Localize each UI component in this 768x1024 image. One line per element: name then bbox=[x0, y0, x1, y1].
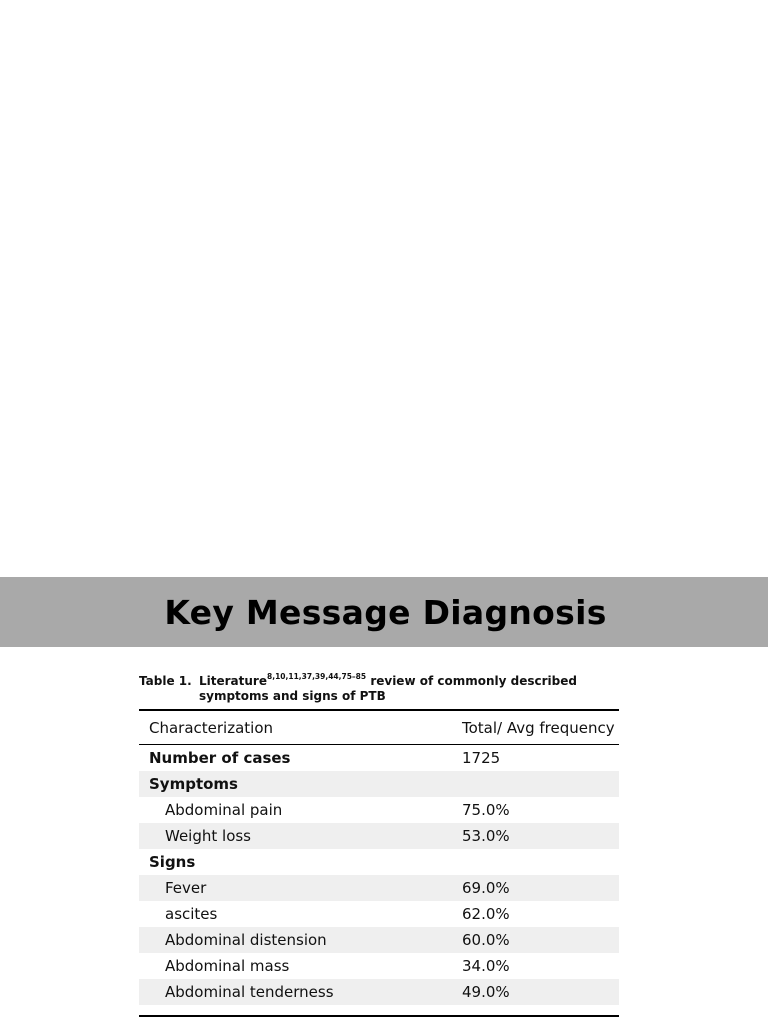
table-row bbox=[139, 875, 619, 901]
row-value: 62.0% bbox=[462, 905, 510, 923]
row-value bbox=[462, 849, 619, 875]
row-label: Abdominal tenderness bbox=[139, 979, 462, 1005]
row-value: 1725 bbox=[462, 749, 501, 767]
row-label: Fever bbox=[139, 875, 462, 901]
table-row bbox=[139, 953, 619, 979]
table-row bbox=[139, 797, 619, 823]
table-row bbox=[139, 901, 619, 927]
table-row bbox=[139, 771, 619, 797]
table-top-rule bbox=[139, 709, 619, 711]
table-figure bbox=[139, 668, 619, 1001]
table-row bbox=[139, 823, 619, 849]
row-label: Abdominal pain bbox=[165, 801, 283, 819]
row-label: Abdominal mass bbox=[165, 957, 290, 975]
caption-rest: review of commonly described bbox=[370, 674, 577, 688]
table-caption-line2: symptoms and signs of PTB bbox=[199, 689, 386, 703]
column-header-frequency: Total/ Avg frequency bbox=[462, 712, 619, 745]
row-value: 69.0% bbox=[462, 875, 619, 901]
row-value: 75.0% bbox=[462, 801, 510, 819]
table-caption-label: Table 1. bbox=[139, 674, 192, 688]
row-value: 60.0% bbox=[462, 927, 619, 953]
row-value: 53.0% bbox=[462, 823, 619, 849]
table-row bbox=[139, 745, 619, 772]
caption-word: Literature bbox=[199, 674, 267, 688]
caption-refs: 8,10,11,37,39,44,75–85 bbox=[267, 672, 367, 681]
row-label: Weight loss bbox=[139, 823, 462, 849]
column-header-characterization: Characterization bbox=[139, 712, 462, 745]
slide-title: Key Message Diagnosis bbox=[164, 592, 607, 632]
row-label: Signs bbox=[149, 853, 196, 871]
table-row bbox=[139, 979, 619, 1005]
table-body bbox=[139, 745, 619, 1006]
table-row bbox=[139, 927, 619, 953]
row-label: Abdominal distension bbox=[139, 927, 462, 953]
row-label: Symptoms bbox=[139, 771, 462, 797]
row-value bbox=[462, 771, 619, 797]
row-label: Number of cases bbox=[149, 749, 291, 767]
symptoms-table bbox=[139, 712, 619, 1005]
row-value: 34.0% bbox=[462, 957, 510, 975]
table-bottom-rule bbox=[139, 1015, 619, 1017]
table-caption bbox=[139, 668, 619, 704]
row-value: 49.0% bbox=[462, 979, 619, 1005]
title-banner bbox=[0, 577, 768, 647]
row-label: ascites bbox=[165, 905, 218, 923]
table-header-row bbox=[139, 712, 619, 745]
table-row bbox=[139, 849, 619, 875]
